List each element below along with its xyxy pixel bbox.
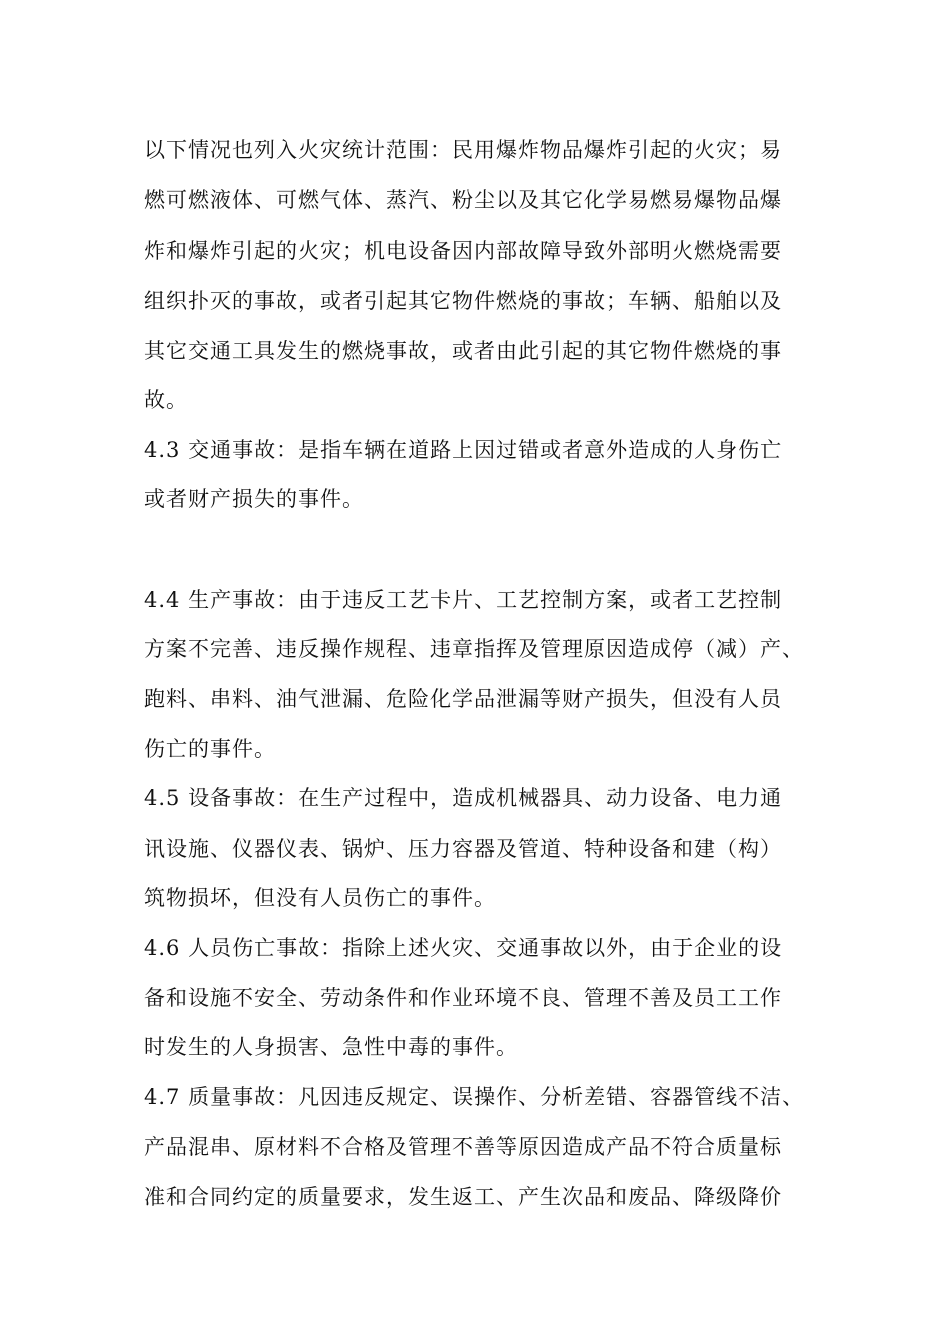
text-line: 方案不完善、违反操作规程、违章指挥及管理原因造成停（减）产、 (144, 637, 804, 661)
text-line: 以下情况也列入火灾统计范围：民用爆炸物品爆炸引起的火灾；易 (144, 138, 782, 162)
text-line: 其它交通工具发生的燃烧事故，或者由此引起的其它物件燃烧的事 (144, 339, 782, 363)
text-line: 4.7 质量事故：凡因违反规定、误操作、分析差错、容器管线不洁、 (144, 1085, 805, 1109)
text-line: 或者财产损失的事件。 (144, 487, 364, 511)
text-line: 准和合同约定的质量要求，发生返工、产生次品和废品、降级降价 (144, 1185, 782, 1209)
text-line: 组织扑灭的事故，或者引起其它物件燃烧的事故；车辆、船舶以及 (144, 289, 782, 313)
text-line: 4.4 生产事故：由于违反工艺卡片、工艺控制方案，或者工艺控制 (144, 588, 783, 612)
text-line: 4.3 交通事故：是指车辆在道路上因过错或者意外造成的人身伤亡 (144, 438, 783, 462)
text-line: 讯设施、仪器仪表、锅炉、压力容器及管道、特种设备和建（构） (144, 837, 782, 861)
text-line: 4.5 设备事故：在生产过程中，造成机械器具、动力设备、电力通 (144, 786, 783, 810)
text-line: 跑料、串料、油气泄漏、危险化学品泄漏等财产损失，但没有人员 (144, 687, 782, 711)
text-line: 时发生的人身损害、急性中毒的事件。 (144, 1035, 518, 1059)
text-line: 故。 (144, 388, 188, 412)
text-line: 产品混串、原材料不合格及管理不善等原因造成产品不符合质量标 (144, 1135, 782, 1159)
text-line: 4.6 人员伤亡事故：指除上述火灾、交通事故以外，由于企业的设 (144, 936, 783, 960)
text-line: 伤亡的事件。 (144, 737, 276, 761)
text-line: 炸和爆炸引起的火灾；机电设备因内部故障导致外部明火燃烧需要 (144, 239, 782, 263)
text-line: 备和设施不安全、劳动条件和作业环境不良、管理不善及员工工作 (144, 986, 782, 1010)
text-line: 燃可燃液体、可燃气体、蒸汽、粉尘以及其它化学易燃易爆物品爆 (144, 188, 782, 212)
text-line: 筑物损坏，但没有人员伤亡的事件。 (144, 886, 496, 910)
